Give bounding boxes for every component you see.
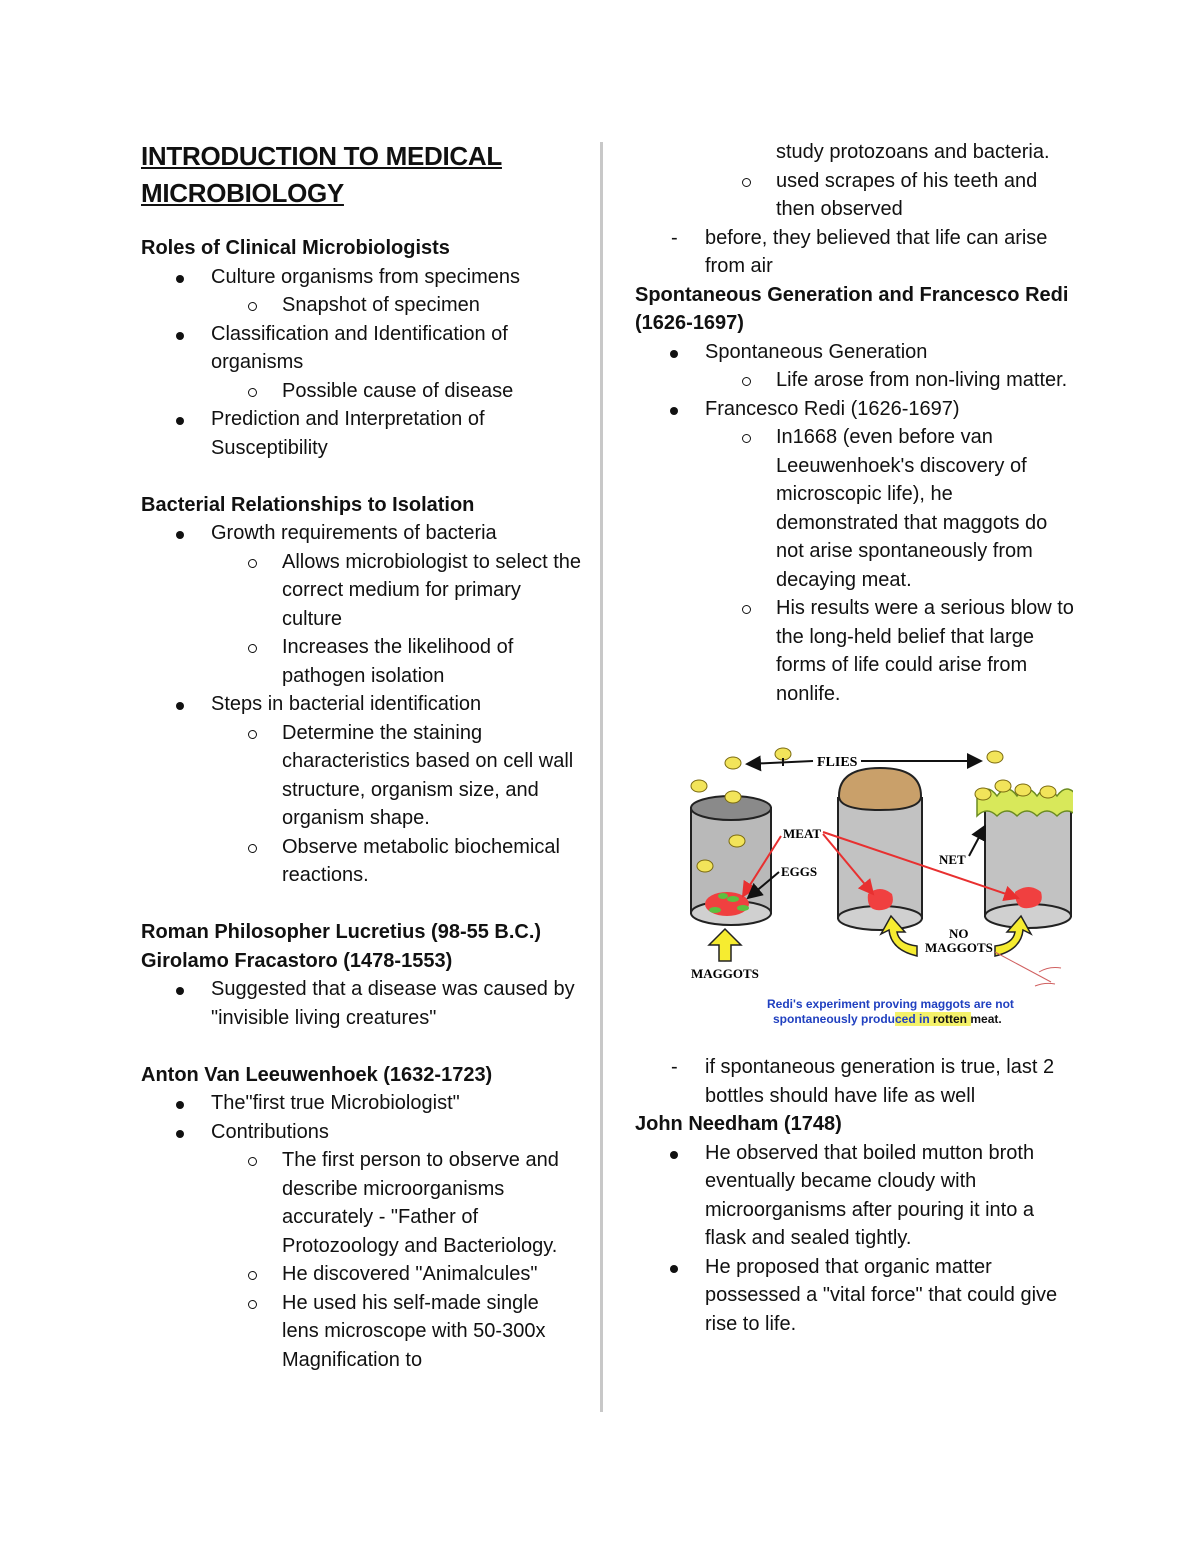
label-no: NO xyxy=(949,926,969,941)
list-sub-item: He used his self-made single lens microscope with 50-300x Magnification to xyxy=(141,1289,581,1375)
bullet-list xyxy=(635,1053,1075,1110)
section-heading: Roman Philosopher Lucretius (98-55 B.C.) Girolamo Fracastoro (1478-1553) xyxy=(141,921,542,972)
list-item: He observed that boiled mutton broth eventually became cloudy with microorganisms after pouring it into a flask and sealed tightly. xyxy=(635,1139,1075,1253)
bullet-list xyxy=(635,1139,1075,1339)
list-sub-item: The first person to observe and describe microorganisms accurately - "Father of Protozoology and Bacteriology. xyxy=(141,1146,581,1260)
list-sub-item: He discovered "Animalcules" xyxy=(141,1260,581,1289)
list-sub-item: used scrapes of his teeth and then observed xyxy=(635,167,1075,224)
section-heading: John Needham (1748) xyxy=(635,1113,842,1135)
list-item: Francesco Redi (1626-1697) xyxy=(635,395,1075,424)
section-heading: Bacterial Relationships to Isolation xyxy=(141,493,475,516)
right-column xyxy=(635,138,1075,1338)
bullet-list xyxy=(635,338,1075,709)
bullet-list xyxy=(141,263,581,463)
label-flies: FLIES xyxy=(817,755,858,770)
page-title: INTRODUCTION TO MEDICAL MICROBIOLOGY xyxy=(141,141,502,208)
figure-caption-line1: Redi's experiment proving maggots are not xyxy=(767,997,1014,1011)
bullet-list xyxy=(635,138,1075,281)
section-heading: Spontaneous Generation and Francesco Redi (1626-1697) xyxy=(635,283,1069,334)
left-column xyxy=(141,138,581,1374)
dash-item: - if spontaneous generation is true, last 2 bottles should have life as well xyxy=(671,1056,1055,1107)
figure-caption-line2: spontaneously produced in xyxy=(773,1012,934,1026)
label-eggs: EGGS xyxy=(781,864,818,879)
svg-text:spontaneously produced in rott xyxy=(773,1012,1002,1026)
label-maggots: MAGGOTS xyxy=(691,966,759,981)
list-sub-item: Observe metabolic biochemical reactions. xyxy=(141,833,581,890)
list-sub-item: Snapshot of specimen xyxy=(141,291,581,320)
list-item: Contributions xyxy=(141,1118,581,1147)
list-sub-item: In1668 (even before van Leeuwenhoek's discovery of microscopic life), he demonstrated that maggots do not arise spontaneously from decaying meat. xyxy=(635,423,1075,594)
list-item: Suggested that a disease was caused by "invisible living creatures" xyxy=(141,975,581,1032)
section-heading: Anton Van Leeuwenhoek (1632-1723) xyxy=(141,1063,493,1086)
list-sub-item: Allows microbiologist to select the correct medium for primary culture xyxy=(141,548,581,634)
redi-experiment-figure xyxy=(663,746,1073,1031)
jar-sealed xyxy=(838,768,922,930)
list-sub-item: Determine the staining characteristics based on cell wall structure, organism size, and organism shape. xyxy=(141,719,581,833)
list-item: Spontaneous Generation xyxy=(635,338,1075,367)
list-item: Steps in bacterial identification xyxy=(141,690,581,719)
label-meat: MEAT xyxy=(783,826,822,841)
list-item: He proposed that organic matter possessed a "vital force" that could give rise to life. xyxy=(635,1253,1075,1339)
section-heading: Roles of Clinical Microbiologists xyxy=(141,237,450,259)
list-sub-item: Increases the likelihood of pathogen isolation xyxy=(141,633,581,690)
label-no-maggots: MAGGOTS xyxy=(925,940,993,955)
list-item: Culture organisms from specimens xyxy=(141,263,581,292)
list-item: Prediction and Interpretation of Susceptibility xyxy=(141,405,581,462)
bullet-list xyxy=(141,519,581,890)
list-item: Classification and Identification of organisms xyxy=(141,320,581,377)
label-net: NET xyxy=(939,852,966,867)
figure-caption-highlight: rotten meat. xyxy=(933,1012,1002,1026)
dash-item: - before, they believed that life can arise from air xyxy=(671,226,1048,277)
list-item: Growth requirements of bacteria xyxy=(141,519,581,548)
list-sub-item: His results were a serious blow to the long-held belief that large forms of life could arise from nonlife. xyxy=(635,594,1075,708)
list-item: The"first true Microbiologist" xyxy=(141,1089,581,1118)
list-sub-item: Possible cause of disease xyxy=(141,377,581,406)
column-divider xyxy=(600,142,603,1412)
maggots-arrow xyxy=(709,929,741,961)
jar-net xyxy=(977,789,1073,928)
list-sub-item-continued: study protozoans and bacteria. xyxy=(776,141,1050,163)
bullet-list xyxy=(141,1089,581,1374)
bullet-list xyxy=(141,975,581,1032)
list-sub-item: Life arose from non-living matter. xyxy=(635,366,1075,395)
